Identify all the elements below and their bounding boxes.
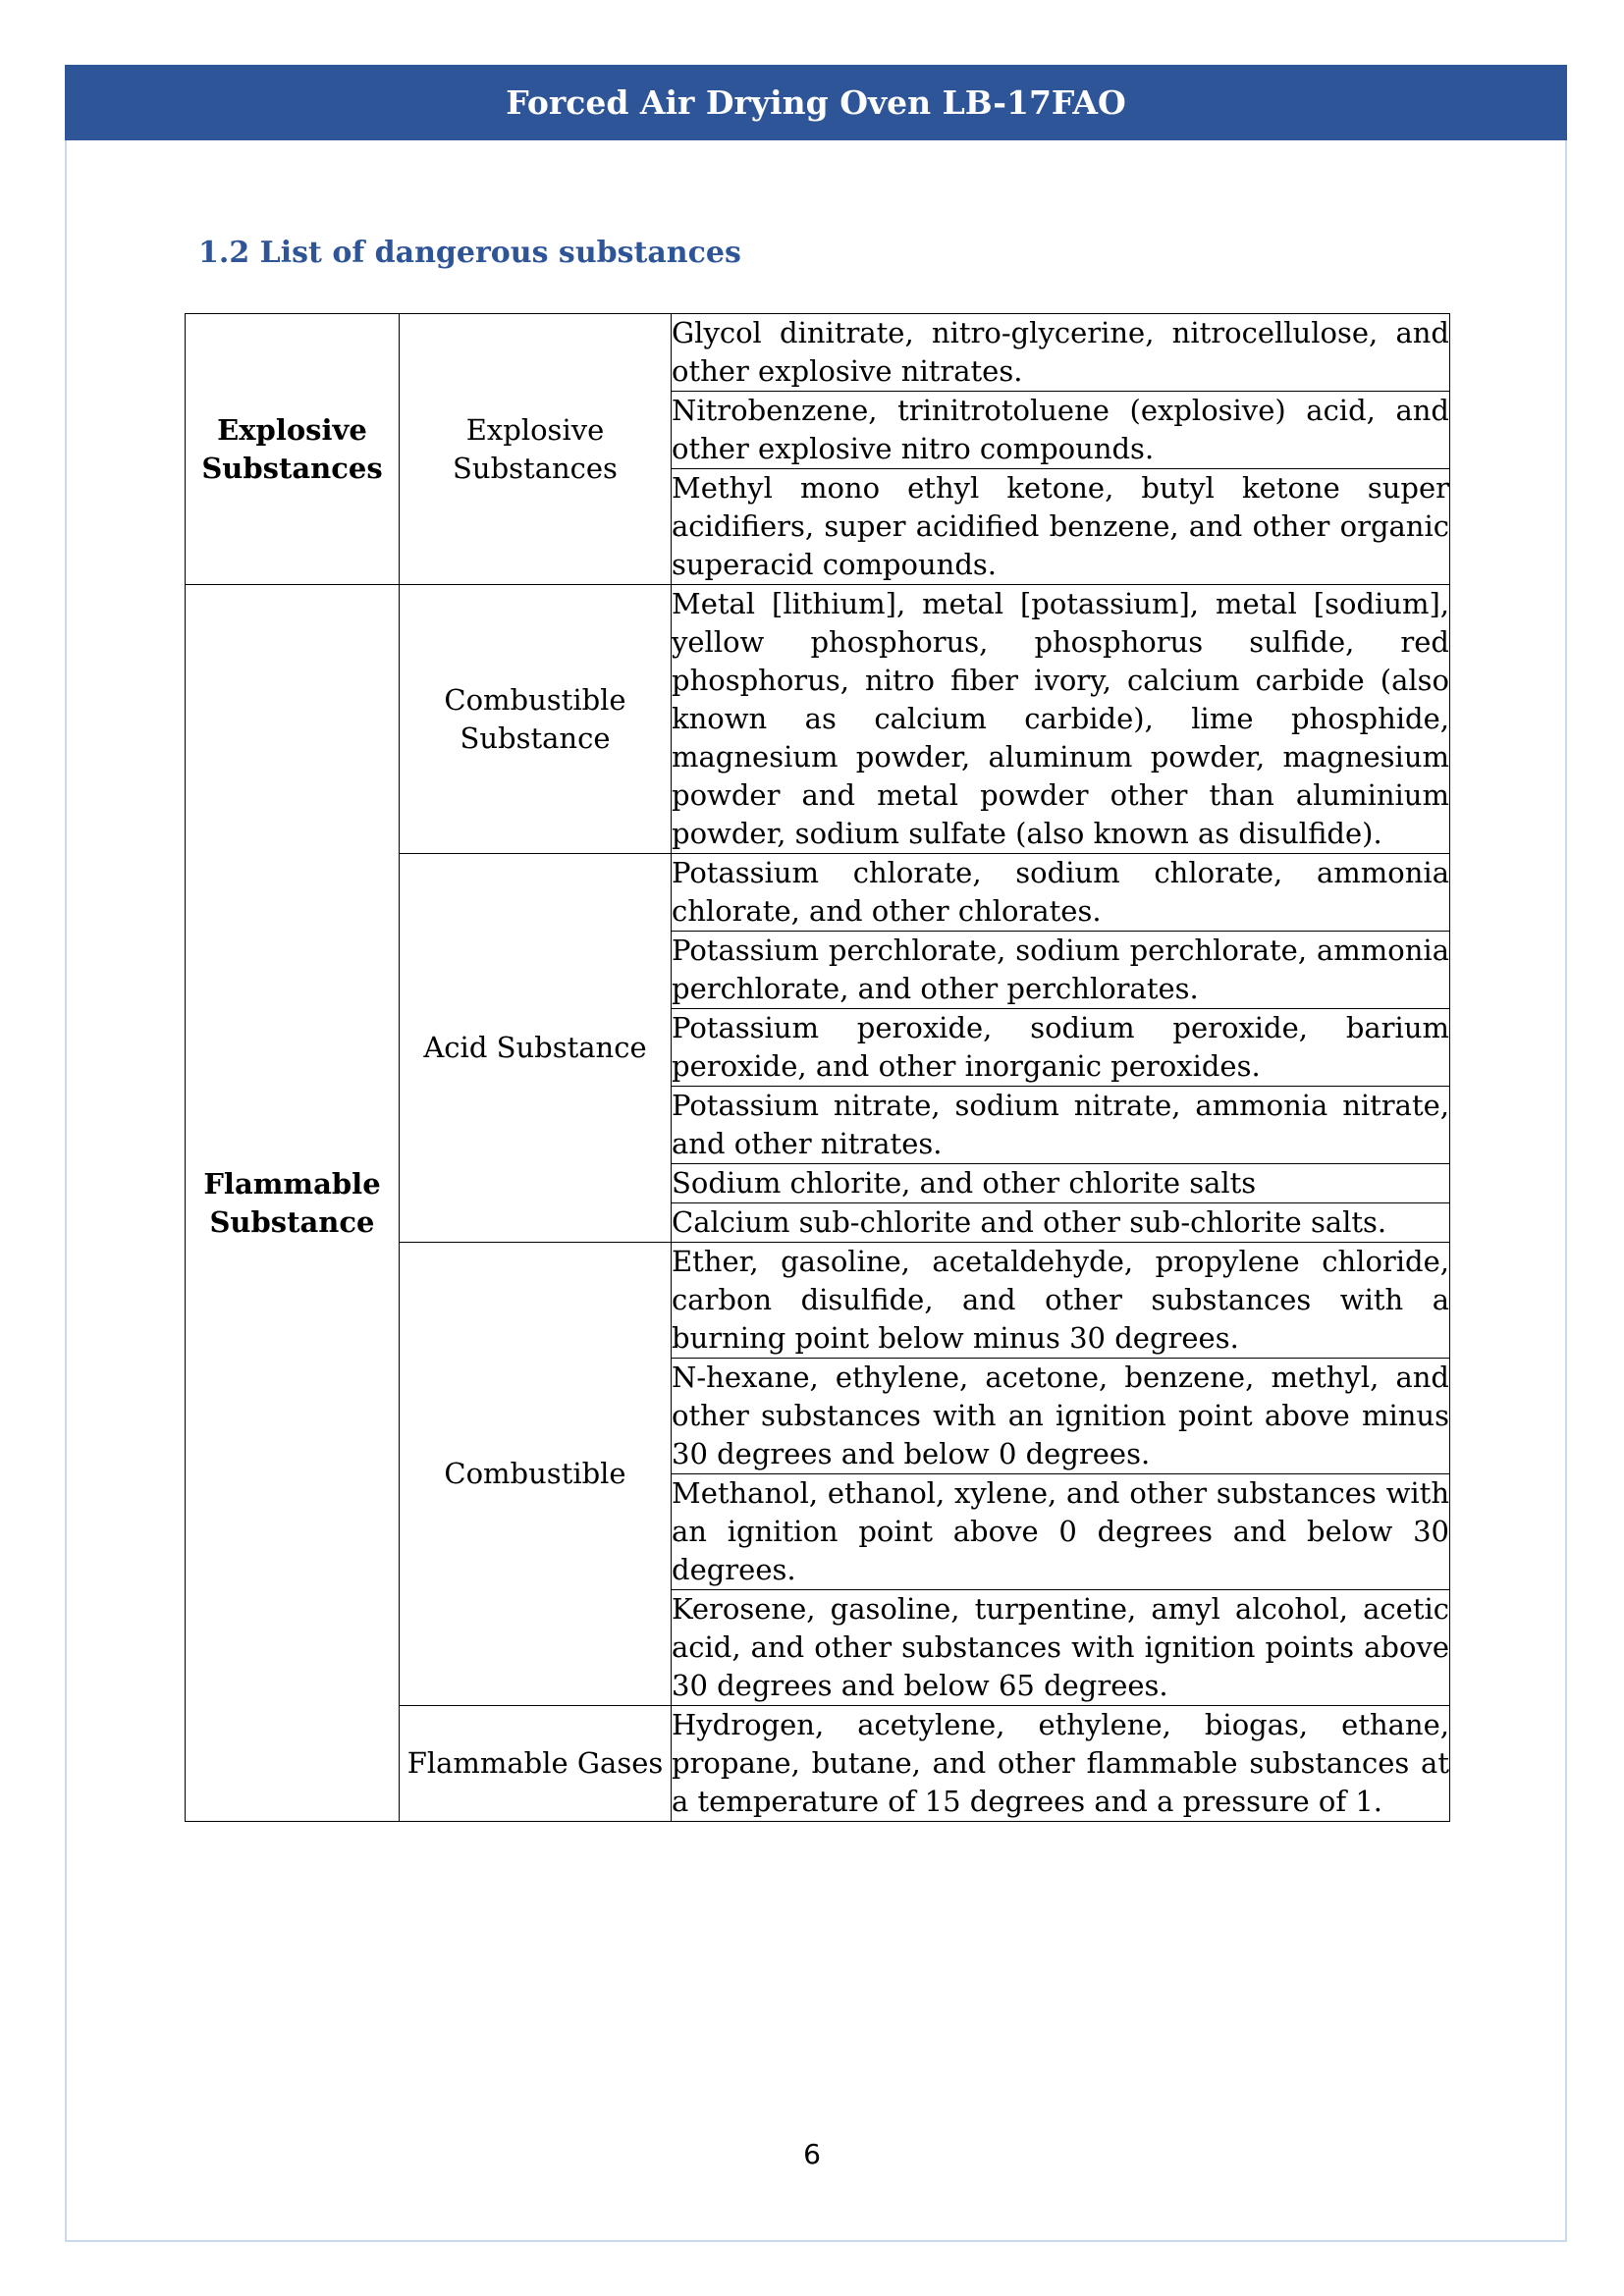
substance-description: Ether, gasoline, acetaldehyde, propylene chloride, carbon disulfide, and other substances with a burning point below minus 30 degrees. [672,1243,1450,1359]
page-number: 6 [803,2138,821,2170]
substance-description: Methyl mono ethyl ketone, butyl ketone super acidifiers, super acidified benzene, and other organic superacid compounds. [672,469,1450,585]
substance-description: Potassium chlorate, sodium chlorate, ammonia chlorate, and other chlorates. [672,854,1450,932]
substance-description: Nitrobenzene, trinitrotoluene (explosive) acid, and other explosive nitro compounds. [672,392,1450,469]
subcategory-combustible: Combustible [400,1243,672,1706]
document-header [65,65,1567,140]
table-row [186,314,1450,392]
substance-description: Hydrogen, acetylene, ethylene, biogas, ethane, propane, butane, and other flammable substances at a temperature of 15 degrees and a pressure of 1. [672,1706,1450,1822]
substance-description: Glycol dinitrate, nitro-glycerine, nitrocellulose, and other explosive nitrates. [672,314,1450,392]
substance-description: Potassium nitrate, sodium nitrate, ammonia nitrate, and other nitrates. [672,1087,1450,1164]
category-explosive: Explosive Substances [186,314,400,585]
subcategory-combustible-substance: Combustible Substance [400,585,672,854]
substance-description: Kerosene, gasoline, turpentine, amyl alcohol, acetic acid, and other substances with ignition points above 30 degrees and below 65 degrees. [672,1590,1450,1706]
substance-description: Metal [lithium], metal [potassium], metal [sodium], yellow phosphorus, phosphorus sulfide, red phosphorus, nitro fiber ivory, calcium carbide (also known as calcium carbide), lime phosphide, magnesium powder, aluminum powder, magnesium powder and metal powder other than aluminium powder, sodium sulfate (also known as disulfide). [672,585,1450,854]
subcategory-explosive: Explosive Substances [400,314,672,585]
document-title: Forced Air Drying Oven LB-17FAO [506,83,1126,122]
section-title: 1.2 List of dangerous substances [198,236,741,270]
substance-description: N-hexane, ethylene, acetone, benzene, methyl, and other substances with an ignition point above minus 30 degrees and below 0 degrees. [672,1359,1450,1474]
substance-description: Sodium chlorite, and other chlorite salts [672,1164,1450,1203]
substance-description: Potassium peroxide, sodium peroxide, barium peroxide, and other inorganic peroxides. [672,1009,1450,1087]
dangerous-substances-table [185,313,1450,1822]
table-row [186,585,1450,854]
substance-description: Methanol, ethanol, xylene, and other substances with an ignition point above 0 degrees and below 30 degrees. [672,1474,1450,1590]
substance-description: Calcium sub-chlorite and other sub-chlorite salts. [672,1203,1450,1243]
subcategory-acid-substance: Acid Substance [400,854,672,1243]
category-flammable: Flammable Substance [186,585,400,1822]
subcategory-flammable-gases: Flammable Gases [400,1706,672,1822]
substance-description: Potassium perchlorate, sodium perchlorate, ammonia perchlorate, and other perchlorates. [672,932,1450,1009]
